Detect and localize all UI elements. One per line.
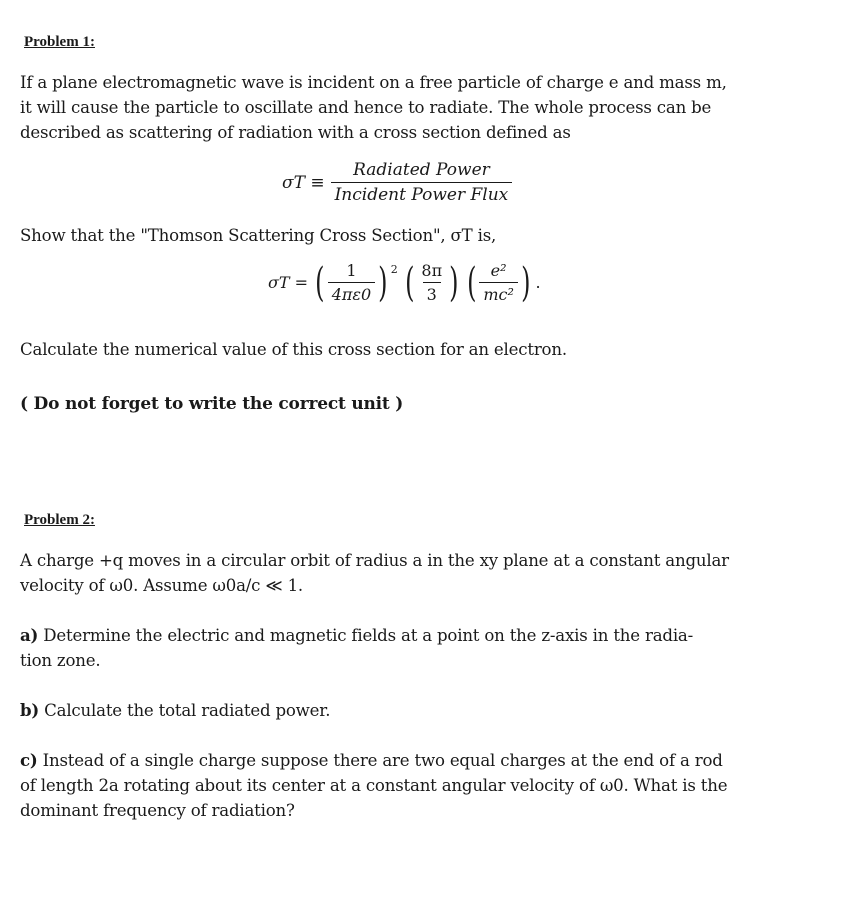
problem1-intro-line: described as scattering of radiation with a cross section defined as (20, 123, 571, 142)
formula-f1-numerator: 1 (346, 261, 357, 280)
definition-lhs: σT ≡ (282, 172, 325, 193)
part-b (20, 698, 330, 723)
problem1-heading: Problem 1: (24, 34, 95, 50)
formula-f1-denominator: 4πε0 (328, 282, 375, 304)
part-a-line: Determine the electric and magnetic fields at a point on the z-axis in the radia- (43, 626, 694, 645)
formula-fraction-2 (417, 261, 446, 304)
formula-fraction-3 (479, 261, 518, 304)
formula-f3-denominator: mc² (479, 282, 518, 304)
formula-f3-numerator: e² (490, 261, 507, 280)
formula-f2-numerator: 8π (421, 261, 443, 280)
formula-lhs: σT = (268, 273, 309, 292)
cross-section-definition (282, 160, 512, 205)
problem1-intro (20, 70, 727, 145)
problem2-heading: Problem 2: (24, 512, 95, 528)
unit-note: ( Do not forget to write the correct unit ) (20, 394, 404, 414)
formula-fraction-1 (328, 261, 375, 304)
formula-end: . (535, 273, 541, 292)
problem1-intro-line: If a plane electromagnetic wave is incident on a free particle of charge e and mass m, (20, 73, 727, 92)
part-b-label: b) (20, 700, 40, 720)
definition-numerator: Radiated Power (353, 160, 490, 180)
part-a-line: tion zone. (20, 651, 101, 670)
part-c-label: c) (20, 750, 38, 770)
calculate-line: Calculate the numerical value of this cross section for an electron. (20, 340, 567, 359)
definition-denominator: Incident Power Flux (331, 182, 513, 205)
part-c-line: Instead of a single charge suppose there are two equal charges at the end of a rod (42, 751, 723, 770)
part-a-label: a) (20, 625, 39, 645)
formula-f2-denominator: 3 (423, 282, 441, 304)
part-c-line: dominant frequency of radiation? (20, 801, 295, 820)
part-a (20, 623, 693, 673)
show-that-line: Show that the "Thomson Scattering Cross Section", σT is, (20, 226, 497, 245)
part-c (20, 748, 727, 823)
thomson-formula: σT = ( $\frac{1}{4\pi\varepsilon 0}$ ) $^2$ ( $\frac{8\pi}{3}$ ) ( $\frac{\text{e²}}{\text{mc²}}$ ) . (268, 259, 541, 306)
problem2-intro-line: A charge +q moves in a circular orbit of radius a in the xy plane at a constant angular (20, 551, 729, 570)
problem2-intro-line: velocity of ω0. Assume ω0a/c ≪ 1. (20, 576, 304, 595)
part-c-line: of length 2a rotating about its center at a constant angular velocity of ω0. What is the (20, 776, 728, 795)
problem2-intro (20, 548, 729, 598)
problem1-intro-line: it will cause the particle to oscillate and hence to radiate. The whole process can be (20, 98, 712, 117)
part-b-line: Calculate the total radiated power. (44, 701, 331, 720)
definition-fraction (331, 160, 513, 205)
formula-exponent: 2 (390, 263, 398, 276)
